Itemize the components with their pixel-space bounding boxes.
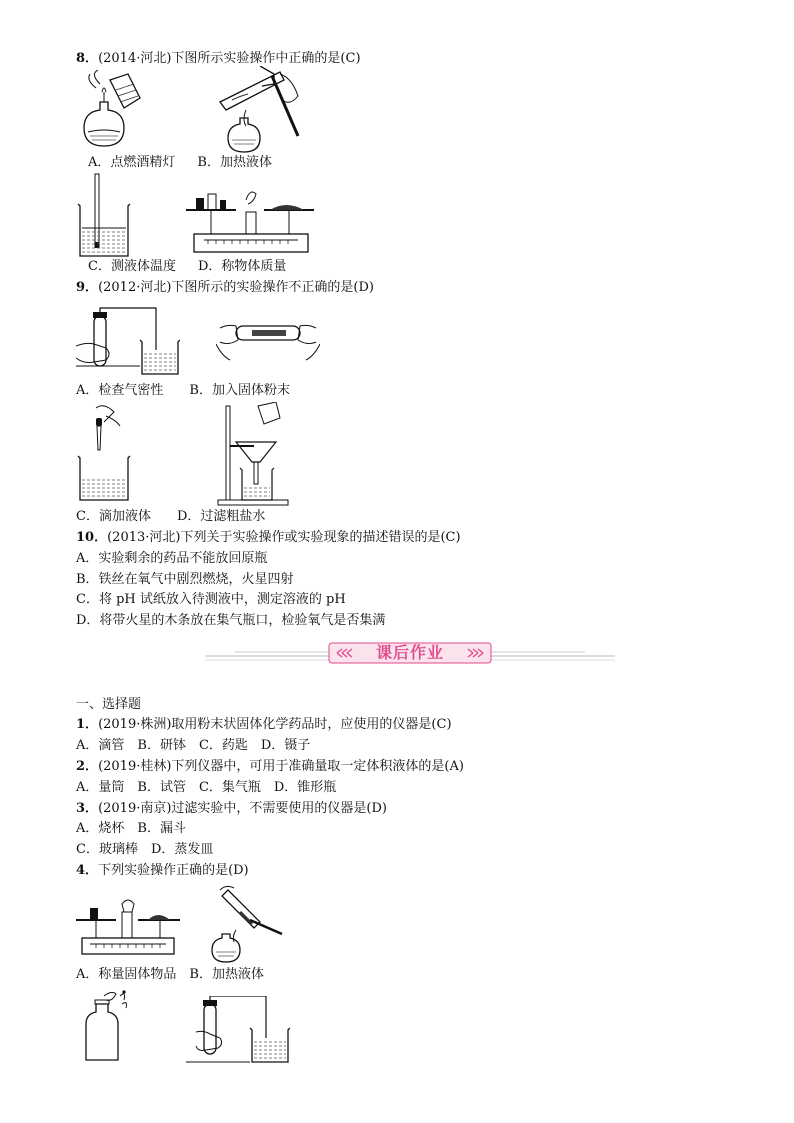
q10-stem: 10．(2013·河北)下列关于实验操作或实验现象的描述错误的是(C) [76,530,461,545]
p3-number: 3 [76,801,86,816]
p2-options: A．量筒 B．试管 C．集气瓶 D．锥形瓶 [76,780,337,795]
p4-options-ab: A．称量固体物品 B．加热液体 [76,967,264,982]
q8-option-b: B．加热液体 [197,155,272,170]
q9-option-b: B．加入固体粉末 [189,383,290,398]
p1-number: 1 [76,717,86,732]
figure-check-airtightness [76,306,180,376]
q10-option-c: C．将 pH 试纸放入待测液中，测定溶液的 pH [76,592,346,607]
p2-stem: 2．(2019·桂林)下列仪器中，可用于准确量取一定体积液体的是(A) [76,759,464,774]
section-heading: 一、选择题 [76,697,142,712]
p2-number: 2 [76,759,86,774]
banner-title: 课后作业 [375,643,444,662]
q8-options-cd [76,258,286,276]
q10-number: 10 [76,530,95,545]
figure-weigh-balance [186,180,316,256]
p4-stem: 4．下列实验操作正确的是(D) [76,863,249,878]
q9-option-a: A．检查气密性 [76,383,164,398]
figure-heat-liquid [218,66,318,156]
figure-add-solid-powder [216,316,320,364]
figure-check-airtightness-2 [186,996,290,1064]
q8-option-a: A．点燃酒精灯 [88,155,176,170]
q8-text: (2014·河北)下图所示实验操作中正确的是(C) [98,51,361,66]
p1-stem: 1．(2019·株洲)取用粉末状固体化学药品时，应使用的仪器是(C) [76,717,452,732]
q9-options-ab [76,382,290,400]
p2-text: (2019·桂林)下列仪器中，可用于准确量取一定体积液体的是(A) [98,759,464,774]
figure-drop-liquid [76,402,146,502]
p4-number: 4 [76,863,86,878]
p1-text: (2019·株洲)取用粉末状固体化学药品时，应使用的仪器是(C) [98,717,452,732]
q8-stem: 8．(2014·河北)下图所示实验操作中正确的是(C) [76,51,361,66]
p3-options-cd: C．玻璃棒 D．蒸发皿 [76,842,214,857]
figure-measure-temperature [76,172,132,258]
q9-stem: 9．(2012·河北)下图所示的实验操作不正确的是(D) [76,280,374,295]
q9-number: 9 [76,280,86,295]
p3-text: (2019·南京)过滤实验中，不需要使用的仪器是(D) [98,801,387,816]
q10-option-d: D．将带火星的木条放在集气瓶口，检验氧气是否集满 [76,613,386,628]
q8-option-d: D．称物体质量 [197,259,287,274]
q9-option-d: D．过滤粗盐水 [176,509,266,524]
figure-weigh-solid [76,896,180,958]
q9-options-cd [76,508,265,526]
p3-stem: 3．(2019·南京)过滤实验中，不需要使用的仪器是(D) [76,801,387,816]
q9-option-c: C．滴加液体 [76,509,151,524]
p4-text: 下列实验操作正确的是(D) [98,863,249,878]
figure-heat-liquid-2 [206,884,286,964]
q8-option-c: C．测液体温度 [88,259,176,274]
q8-number: 8 [76,51,86,66]
q10-option-a: A．实验剩余的药品不能放回原瓶 [76,551,268,566]
figure-filter-salt-water [214,402,294,506]
q8-options-ab [76,154,272,172]
figure-light-alcohol-lamp [76,70,146,152]
q10-option-b: B．铁丝在氧气中剧烈燃烧，火星四射 [76,572,294,587]
figure-smell-bottle [82,988,132,1062]
p3-options-ab: A．烧杯 B．漏斗 [76,821,186,836]
q9-text: (2012·河北)下图所示的实验操作不正确的是(D) [98,280,374,295]
p1-options: A．滴管 B．研钵 C．药匙 D．镊子 [76,738,311,753]
q10-text: (2013·河北)下列关于实验操作或实验现象的描述错误的是(C) [107,530,461,545]
